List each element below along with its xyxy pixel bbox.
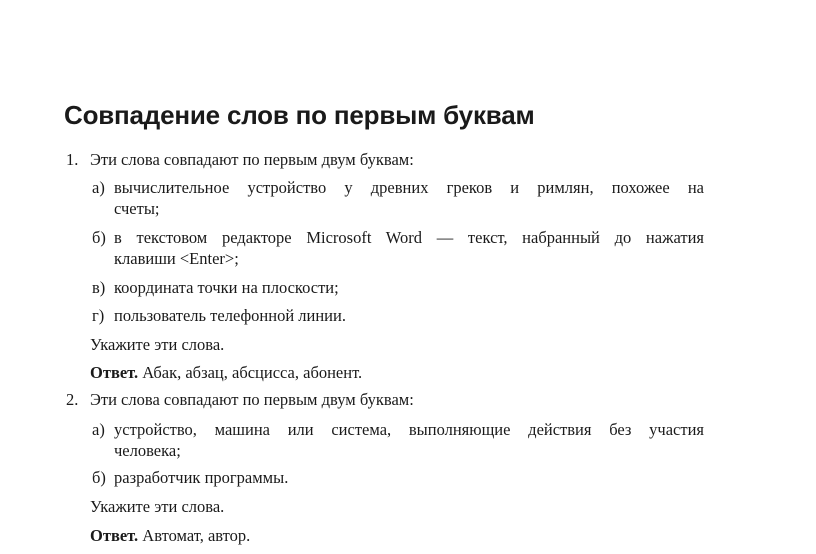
item-label: а) [92,420,105,439]
answer-text: Автомат, автор. [138,526,251,545]
item-text: разработчик программы. [114,468,289,487]
item-text-continuation: клавиши <Enter>; [114,249,239,268]
item-label: в) [92,278,106,297]
item-label: г) [92,306,105,325]
item-text: в текстовом редакторе Microsoft Word — текст, набранный до нажатия [114,228,704,247]
page-title: Совпадение слов по первым буквам [64,100,535,130]
question-number: 2. [66,390,79,409]
item-label: а) [92,178,105,197]
instruction: Укажите эти слова. [90,335,225,354]
question-prompt: Эти слова совпадают по первым двум буквам: [90,150,414,169]
item-label: б) [92,228,106,247]
item-text-continuation: счеты; [114,199,160,218]
answer [90,526,250,546]
item-text: вычислительное устройство у древних греков и римлян, похожее на [114,178,704,197]
item-text: устройство, машина или система, выполняющие действия без участия [114,420,704,439]
question-prompt: Эти слова совпадают по первым двум буквам: [90,390,414,409]
instruction: Укажите эти слова. [90,497,225,516]
answer-label: Ответ. [90,526,139,545]
item-text: пользователь телефонной линии. [114,306,346,325]
item-label: б) [92,468,106,487]
answer-text: Абак, абзац, абсцисса, абонент. [138,363,363,382]
answer [90,363,362,383]
question-number: 1. [66,150,79,169]
answer-label: Ответ. [90,363,139,382]
item-text: координата точки на плоскости; [114,278,339,297]
item-text-continuation: человека; [114,441,181,460]
